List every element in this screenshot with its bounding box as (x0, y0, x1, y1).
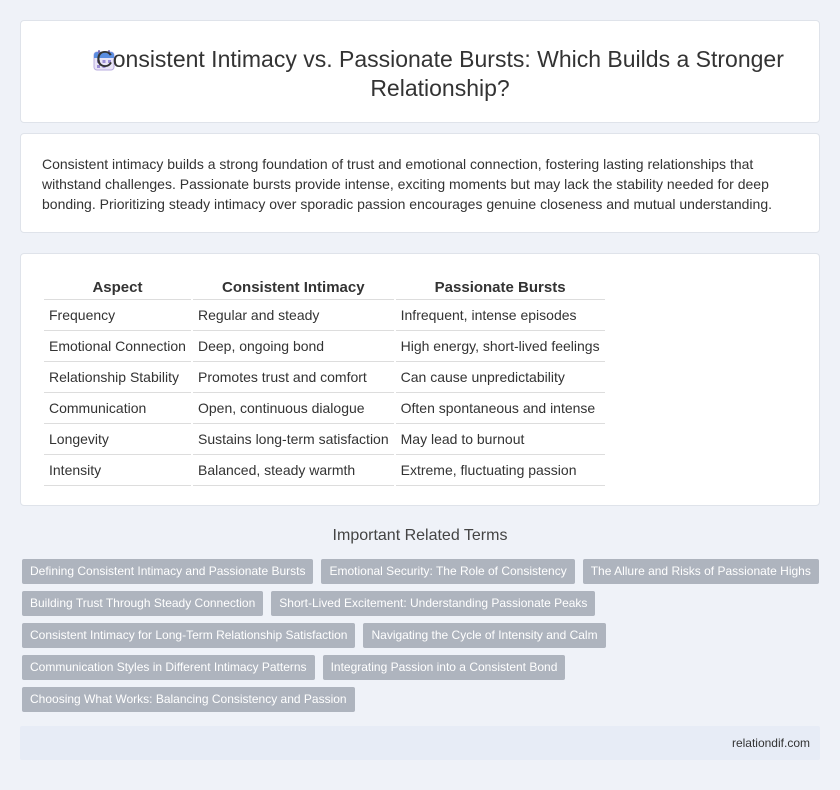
related-terms-heading: Important Related Terms (332, 527, 508, 544)
header-card (20, 20, 820, 123)
table-cell: Infrequent, intense episodes (396, 300, 605, 331)
table-cell: Longevity (44, 424, 191, 455)
related-term-tag[interactable]: Navigating the Cycle of Intensity and Calm (363, 623, 605, 648)
table-cell: Communication (44, 393, 191, 424)
table-cell: Promotes trust and comfort (193, 362, 394, 393)
column-header-passionate-bursts: Passionate Bursts (396, 275, 605, 300)
page-title: Consistent Intimacy vs. Passionate Bursts: Which Builds a Stronger Relationship? (96, 46, 784, 101)
table-cell: Frequency (44, 300, 191, 331)
comparison-card (20, 253, 820, 506)
comparison-table (42, 275, 607, 486)
related-term-tag[interactable]: Building Trust Through Steady Connection (22, 591, 263, 616)
table-row (44, 424, 605, 455)
related-term-tag[interactable]: Consistent Intimacy for Long-Term Relationship Satisfaction (22, 623, 355, 648)
table-cell: Deep, ongoing bond (193, 331, 394, 362)
table-row (44, 393, 605, 424)
related-term-tag[interactable]: Defining Consistent Intimacy and Passionate Bursts (22, 559, 313, 584)
table-cell: Sustains long-term satisfaction (193, 424, 394, 455)
table-cell: Regular and steady (193, 300, 394, 331)
table-row (44, 362, 605, 393)
table-cell: Relationship Stability (44, 362, 191, 393)
table-cell: Can cause unpredictability (396, 362, 605, 393)
table-cell: Emotional Connection (44, 331, 191, 362)
table-cell: Often spontaneous and intense (396, 393, 605, 424)
related-term-tag[interactable]: Choosing What Works: Balancing Consistency and Passion (22, 687, 355, 712)
summary-card (20, 133, 820, 233)
column-header-aspect: Aspect (44, 275, 191, 300)
column-header-consistent-intimacy: Consistent Intimacy (193, 275, 394, 300)
footer (20, 726, 820, 760)
table-cell: High energy, short-lived feelings (396, 331, 605, 362)
related-term-tag[interactable]: Communication Styles in Different Intimacy Patterns (22, 655, 315, 680)
related-term-tag[interactable]: Integrating Passion into a Consistent Bond (323, 655, 566, 680)
table-cell: Intensity (44, 455, 191, 486)
summary-text: Consistent intimacy builds a strong foundation of trust and emotional connection, fostering lasting relationships that withstand challenges. Passionate bursts provide intense, exciting moments but may lack the stability needed for deep bonding. Prioritizing steady intimacy over sporadic passion encourages genuine closeness and mutual understanding. (42, 156, 772, 212)
related-term-tag[interactable]: Emotional Security: The Role of Consistency (321, 559, 574, 584)
table-header-row (44, 275, 605, 300)
related-terms-list (22, 559, 822, 719)
footer-site-link[interactable]: relationdif.com (731, 736, 810, 750)
table-cell: Open, continuous dialogue (193, 393, 394, 424)
table-cell: May lead to burnout (396, 424, 605, 455)
table-row (44, 455, 605, 486)
related-term-tag[interactable]: The Allure and Risks of Passionate Highs (583, 559, 819, 584)
table-row (44, 331, 605, 362)
related-term-tag[interactable]: Short-Lived Excitement: Understanding Passionate Peaks (271, 591, 595, 616)
table-cell: Balanced, steady warmth (193, 455, 394, 486)
table-row (44, 300, 605, 331)
table-cell: Extreme, fluctuating passion (396, 455, 605, 486)
